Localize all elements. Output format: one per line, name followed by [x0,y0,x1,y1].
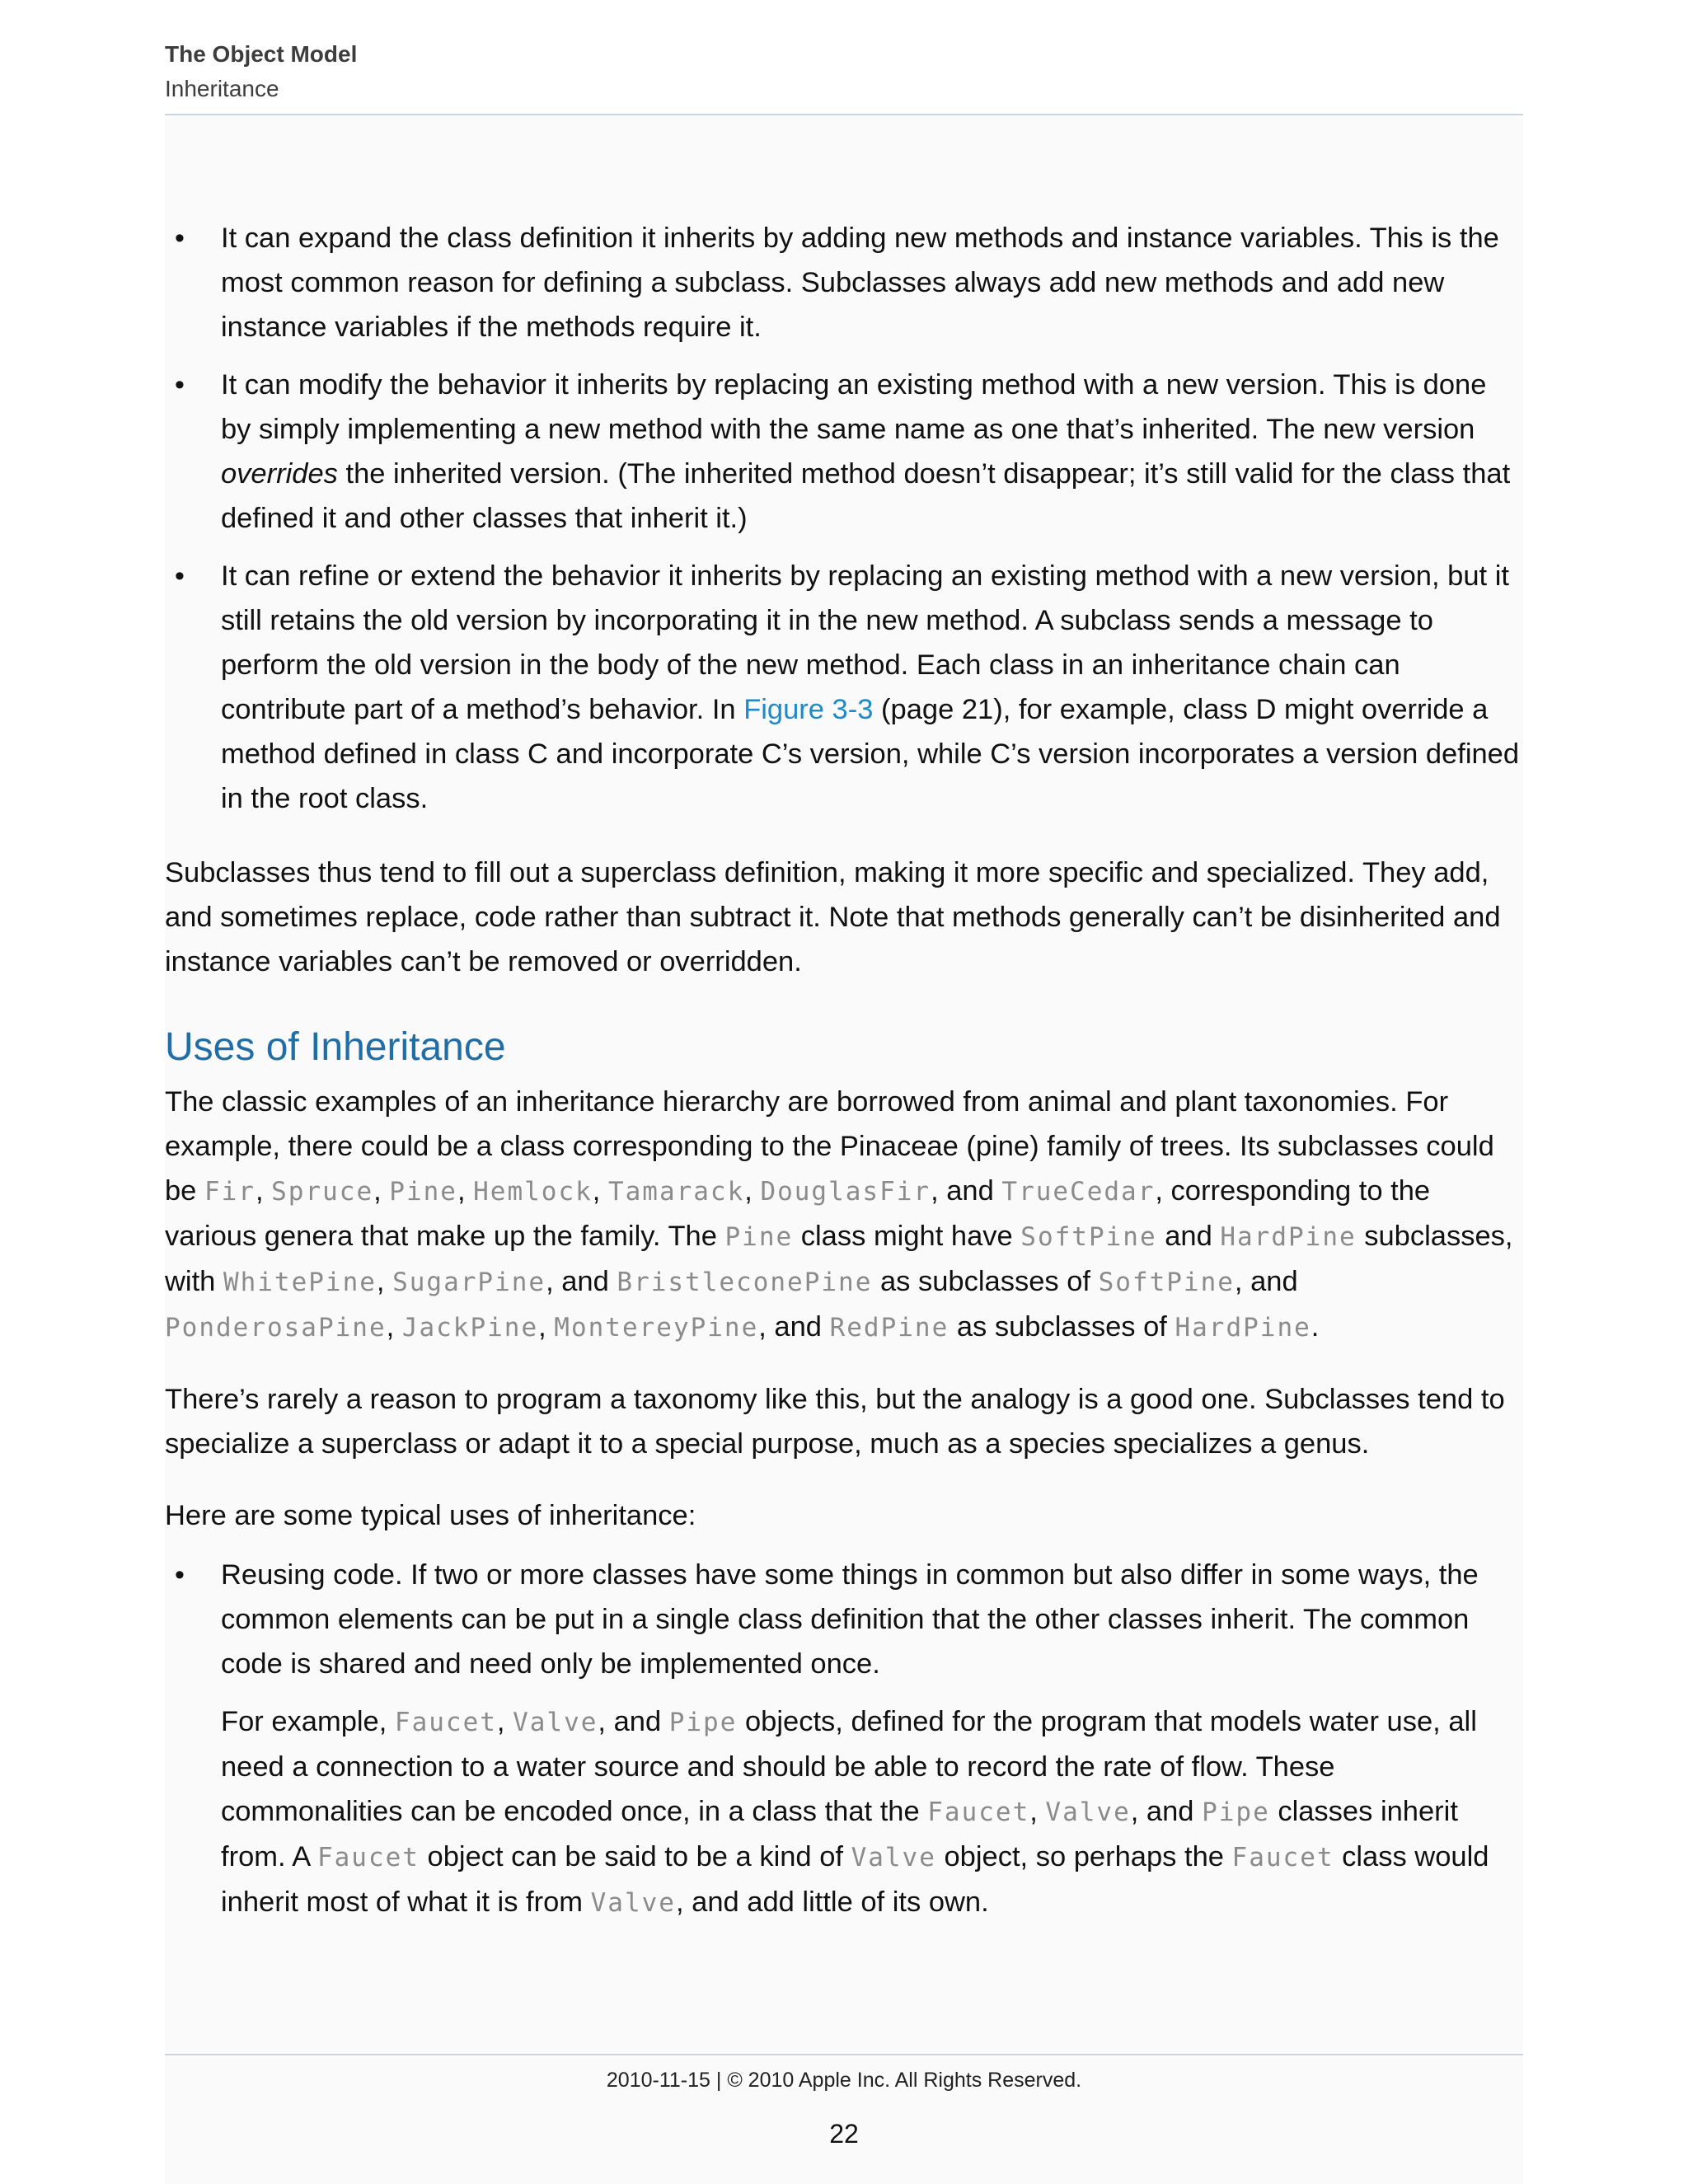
bullet-list-top [165,216,1523,821]
text-run: , and [598,1706,669,1737]
class-name: WhitePine [223,1268,377,1297]
class-name: Pine [724,1222,794,1252]
taxonomy-paragraph [165,1080,1523,1350]
class-name: HardPine [1220,1222,1357,1252]
text-run: and [1156,1221,1221,1252]
text-run: , [496,1706,513,1737]
class-name: Fir [204,1177,256,1207]
text-run: For example, [221,1706,395,1737]
class-name: Valve [513,1708,598,1737]
class-name: SoftPine [1098,1268,1235,1297]
class-name: Pipe [1202,1797,1270,1827]
class-name: Pine [389,1177,457,1207]
example-paragraph [221,1699,1523,1925]
text-run: class would inherit most of what it is from [221,1841,1489,1918]
text-run: , [376,1266,393,1297]
intro-paragraph: Here are some typical uses of inheritance: [165,1500,696,1531]
text-run: classes inherit from. A [221,1796,1458,1872]
class-name: Faucet [1231,1843,1334,1872]
text-run: , [1029,1796,1046,1827]
class-name: Faucet [394,1708,497,1737]
text-run: as subclasses of [949,1311,1175,1343]
bullet-icon: • [175,1559,185,1591]
class-name: DouglasFir [760,1177,931,1207]
footer-copyright: 2010-11-15 | © 2010 Apple Inc. All Rights Reserved. [606,2069,1082,2092]
class-name: Spruce [271,1177,374,1207]
text-run: object can be said to be a kind of [419,1841,851,1872]
list-item-text: It can expand the class definition it inherits by adding new methods and instance variables. This is the most common reason for defining a subclass. Subclasses always add new methods and add new instance variables if the methods require it. [221,223,1499,343]
class-name: Hemlock [473,1177,593,1207]
text-run: as subclasses of [872,1266,1099,1297]
text-run: , and [546,1266,617,1297]
text-run: subclasses, with [165,1221,1513,1297]
class-name: Faucet [927,1797,1030,1827]
section-heading: Uses of Inheritance [165,1025,506,1069]
list-item [165,1553,1523,1925]
class-name: HardPine [1175,1313,1311,1343]
bullet-icon: • [175,369,185,401]
class-name: Pipe [668,1708,738,1737]
class-name: Valve [590,1888,676,1918]
chapter-title: The Object Model [165,41,358,67]
text-run: , [744,1175,761,1207]
text-run: , and [1130,1796,1203,1827]
class-name: BristleconePine [617,1268,873,1297]
text-run: objects, defined for the program that models water use, all need a connection to a water source and should be able to record the rate of flow. These commonalities can be encoded once, in a class that the [221,1706,1477,1827]
summary-paragraph: Subclasses thus tend to fill out a superclass definition, making it more specific and specialized. They add, and sometimes replace, code rather than subtract it. Note that methods generally can’t be disinherited and instance variables can’t be removed or overridden. [165,857,1501,977]
class-name: JackPine [401,1313,539,1343]
text-run: , [592,1175,608,1207]
bullet-list-uses [165,1553,1523,1925]
list-item [165,216,1523,349]
text-run: object, so perhaps the [935,1841,1232,1872]
text-run: , and [931,1175,1002,1207]
class-name: TrueCedar [1001,1177,1156,1207]
class-name: Valve [1045,1797,1131,1827]
analogy-paragraph: There’s rarely a reason to program a taxonomy like this, but the analogy is a good one. Subclasses tend to specialize a superclass or adapt it to a special purpose, much as a species specializes a genus. [165,1384,1505,1460]
text-run: , and [758,1311,830,1343]
text-run: class might have [793,1221,1021,1252]
bullet-icon: • [175,560,185,592]
text-run: , [386,1311,402,1343]
bullet-icon: • [175,223,185,254]
class-name: RedPine [829,1313,950,1343]
text-run: , [373,1175,390,1207]
class-name: PonderosaPine [165,1313,387,1343]
list-item-text: Reusing code. If two or more classes have some things in common but also differ in some ways, the common elements can be put in a single class definition that the other classes inherit. The common code is shared and need only be implemented once. [221,1559,1479,1680]
page-header [165,38,1523,115]
list-item-text: It can modify the behavior it inherits by replacing an existing method with a new version. This is done by simply implementing a new method with the same name as one that’s inherited. The new version [221,369,1487,445]
footer-divider [165,2054,1523,2055]
page-number: 22 [829,2119,859,2149]
class-name: Tamarack [607,1177,745,1207]
text-run: , [538,1311,555,1343]
list-item-text: It can refine or extend the behavior it inherits by replacing an existing method with a new version, but it still retains the old version by incorporating it in the new method. A subclass sends a message to perform the old version in the body of the new method. Each class in an inheritance chain can contribute part of a method’s behavior. In [221,560,1509,725]
class-name: MontereyPine [554,1313,759,1343]
class-name: SugarPine [392,1268,546,1297]
emphasis-overrides: overrides [221,458,338,490]
text-run: , corresponding to the various genera that make up the family. The [165,1175,1431,1252]
text-run: . [1311,1311,1320,1343]
list-item-text: (page 21), for example, class D might override a method defined in class C and incorporate C’s version, while C’s version incorporates a version defined in the root class. [221,694,1520,814]
class-name: Valve [851,1843,936,1872]
text-run: The classic examples of an inheritance hierarchy are borrowed from animal and plant taxonomies. For example, there could be a class corresponding to the Pinaceae (pine) family of trees. Its subclasses could be [165,1086,1494,1207]
list-item-text: the inherited version. (The inherited method doesn’t disappear; it’s still valid for the class that defined it and other classes that inherit it.) [221,458,1511,534]
text-run: , [255,1175,272,1207]
text-run: , and add little of its own. [675,1886,989,1918]
figure-link[interactable]: Figure 3-3 [743,694,874,725]
list-item [165,363,1523,541]
class-name: SoftPine [1020,1222,1157,1252]
document-body [165,216,1523,1938]
text-run: , [457,1175,474,1207]
list-item [165,554,1523,821]
text-run: , and [1234,1266,1298,1297]
class-name: Faucet [316,1843,420,1872]
section-name: Inheritance [165,76,279,101]
